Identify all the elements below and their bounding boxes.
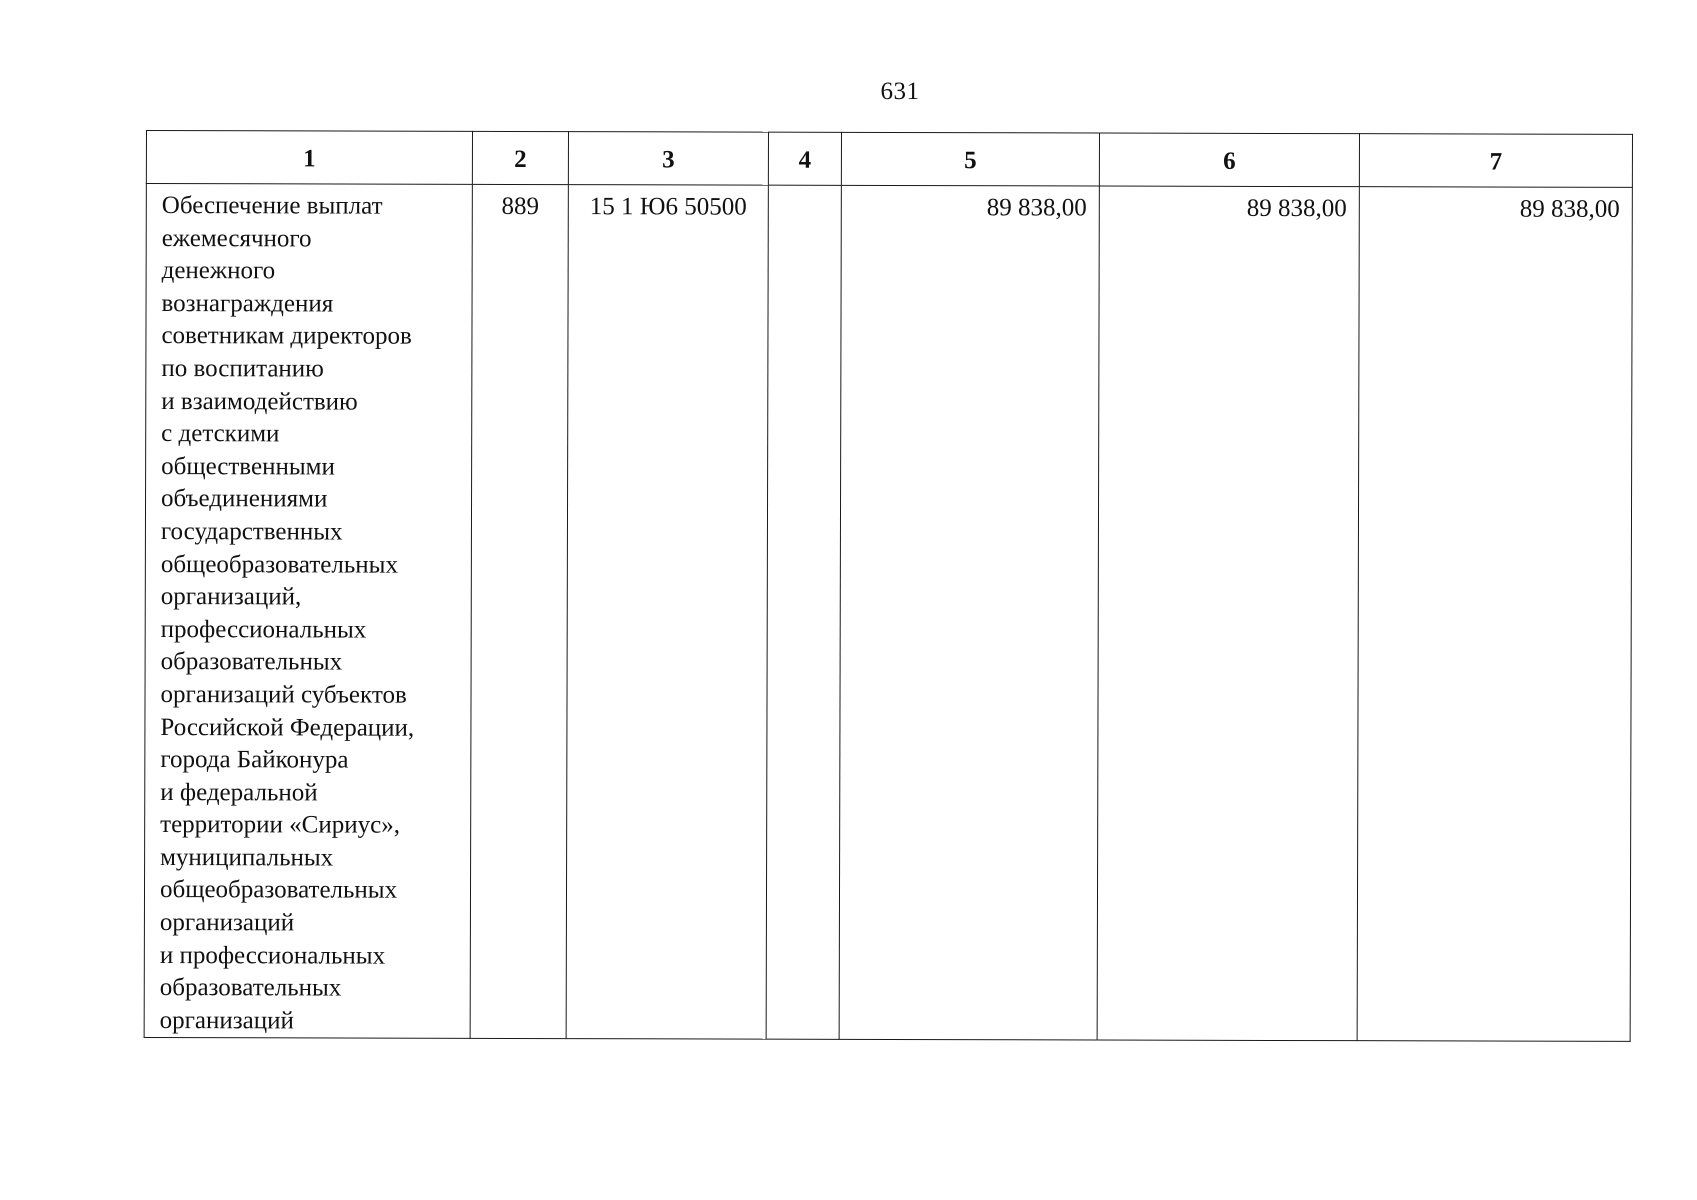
row-col-5-cell: 89 838,00 — [839, 185, 1099, 1040]
name-line: организаций — [159, 1006, 294, 1035]
name-line: Российской Федерации, — [160, 713, 415, 742]
name-line: вознаграждения — [161, 289, 334, 318]
row-col-3-cell: 15 1 Ю6 50500 — [566, 185, 768, 1040]
name-line: профессиональных — [160, 615, 367, 644]
name-line: по воспитанию — [161, 355, 324, 383]
budget-table — [144, 130, 1633, 1042]
row-col-7-cell: 89 838,00 — [1357, 187, 1632, 1042]
name-line: денежного — [161, 257, 276, 285]
name-line: и профессиональных — [159, 941, 386, 970]
row-col-6-cell: 89 838,00 — [1097, 186, 1359, 1041]
name-line: территории «Сириус», — [160, 811, 401, 839]
name-line: Обеспечение выплат — [161, 192, 383, 220]
page-number: 631 — [880, 78, 920, 105]
name-line: с детскими — [161, 420, 280, 448]
row-col-2-cell: 889 — [470, 184, 568, 1039]
name-line: общеобразовательных — [159, 876, 398, 905]
name-line: ежемесячного — [161, 224, 312, 253]
table-row — [144, 184, 1632, 1042]
header-row — [146, 131, 1632, 188]
name-line: муниципальных — [160, 843, 334, 872]
name-line: государственных — [160, 517, 343, 546]
header-col-3: 3 — [568, 132, 768, 186]
header-col-2: 2 — [472, 131, 568, 184]
name-line: и взаимодействию — [161, 387, 358, 416]
name-line: и федеральной — [160, 778, 318, 807]
name-line: советникам директоров — [161, 322, 412, 351]
name-line: организаций субъектов — [160, 680, 407, 709]
name-line: города Байконура — [160, 746, 349, 774]
header-col-6: 6 — [1099, 133, 1359, 187]
name-line: организаций, — [160, 583, 302, 611]
row-name-cell — [144, 184, 472, 1039]
header-col-1: 1 — [146, 131, 472, 185]
name-line: общеобразовательных — [160, 550, 399, 579]
name-line: образовательных — [160, 648, 343, 676]
header-col-7: 7 — [1359, 134, 1632, 188]
name-line: общественными — [161, 452, 335, 481]
name-line: объединениями — [160, 485, 328, 513]
header-col-4: 4 — [768, 132, 841, 185]
name-line: образовательных — [159, 974, 342, 1002]
row-col-4-cell — [766, 185, 841, 1040]
header-col-5: 5 — [841, 132, 1099, 186]
name-line: организаций — [159, 909, 295, 937]
